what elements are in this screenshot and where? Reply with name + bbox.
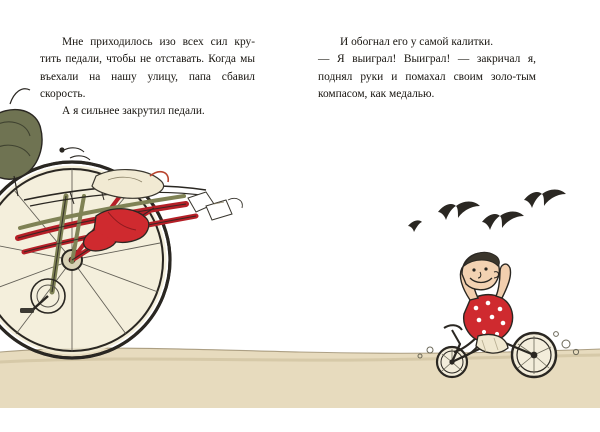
ground-shade	[0, 355, 600, 362]
red-bicycle-frame	[18, 196, 196, 260]
large-bicycle-wheel-left	[0, 162, 170, 358]
red-cap	[84, 209, 149, 251]
olive-frame-tubes	[20, 196, 184, 292]
luggage-rack	[24, 182, 208, 206]
chainring-and-pedal	[20, 279, 65, 313]
handlebar	[444, 325, 462, 344]
boy-shirt	[464, 295, 513, 343]
paper-parcels	[188, 192, 242, 220]
boy-shorts	[476, 335, 508, 354]
boy-arms	[460, 264, 510, 300]
motion-puffs	[418, 332, 579, 358]
boy-legs	[454, 336, 482, 358]
tricycle-front-wheel	[437, 347, 467, 377]
flying-birds	[408, 190, 566, 233]
doodle-marks	[59, 147, 90, 160]
saddle-bag	[0, 89, 42, 196]
paragraph: Мне приходилось изо всех сил кру-тить педали, чтобы не отставать. Когда мы въехали на нашу улицу, папа сбавил скорость.	[40, 36, 255, 100]
text-column-left	[40, 34, 255, 120]
ground-area	[0, 348, 600, 408]
boy-on-tricycle	[418, 252, 579, 377]
cloth-bundle	[92, 170, 168, 199]
text-column-right	[318, 34, 536, 103]
tricycle-rear-wheel	[512, 333, 556, 377]
paragraph: А я сильнее закрутил педали.	[62, 105, 205, 118]
ground-line	[0, 348, 600, 353]
boy-head	[462, 252, 499, 289]
paragraph: И обогнал его у самой калитки.	[340, 36, 494, 48]
paragraph: — Я выиграл! Выиграл! — закричал я, поднял руки и помахал своим золо-тым компасом, как медалью.	[318, 53, 536, 100]
frame-outline	[18, 196, 196, 292]
